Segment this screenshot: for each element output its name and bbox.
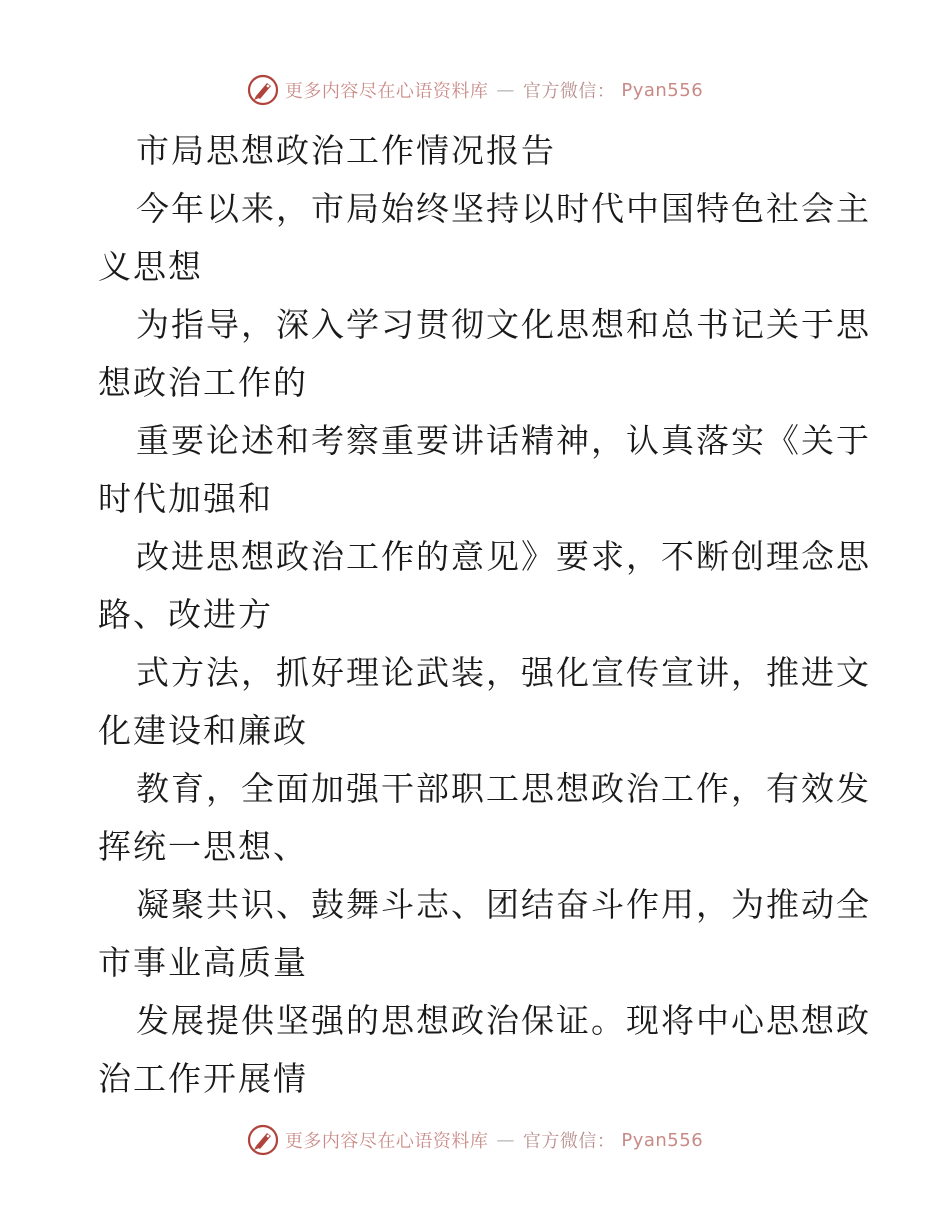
paragraph-line: 重要论述和考察重要讲话精神，认真落实《关于 <box>136 421 871 460</box>
pen-nib-logo-icon <box>247 74 279 106</box>
watermark-text: 更多内容尽在心语资料库 <box>284 81 489 102</box>
watermark-separator: — <box>496 1129 515 1151</box>
header-watermark <box>0 70 950 110</box>
paragraph-line: 想政治工作的 <box>98 363 308 402</box>
watermark-text: 更多内容尽在心语资料库 <box>284 1131 489 1152</box>
paragraph-line: 市事业高质量 <box>98 943 308 982</box>
paragraph-line: 义思想 <box>98 247 203 286</box>
paragraph-line: 化建设和廉政 <box>98 711 308 750</box>
paragraph-line: 路、改进方 <box>98 595 273 634</box>
watermark-wechat-label: 官方微信： <box>522 1131 616 1152</box>
watermark-separator: — <box>496 79 515 101</box>
footer-watermark <box>0 1120 950 1160</box>
paragraph-line: 改进思想政治工作的意见》要求，不断创理念思 <box>136 537 871 576</box>
paragraph-line: 凝聚共识、鼓舞斗志、团结奋斗作用，为推动全 <box>136 885 871 924</box>
paragraph-line: 今年以来，市局始终坚持以时代中国特色社会主 <box>136 189 871 228</box>
paragraph-line: 时代加强和 <box>98 479 273 518</box>
watermark-wechat-id: Pyan556 <box>621 1129 704 1151</box>
paragraph-line: 发展提供坚强的思想政治保证。现将中心思想政 <box>136 1001 871 1040</box>
paragraph-line: 挥统一思想、 <box>98 827 308 866</box>
paragraph-line: 为指导，深入学习贯彻文化思想和总书记关于思 <box>136 305 871 344</box>
paragraph-line: 治工作开展情 <box>98 1059 308 1098</box>
paragraph-line: 式方法，抓好理论武装，强化宣传宣讲，推进文 <box>136 653 871 692</box>
pen-nib-logo-icon <box>247 1124 279 1156</box>
watermark-wechat-id: Pyan556 <box>621 79 704 101</box>
document-body <box>98 122 871 1108</box>
paragraph-line: 教育，全面加强干部职工思想政治工作，有效发 <box>136 769 871 808</box>
document-title: 市局思想政治工作情况报告 <box>136 131 556 170</box>
watermark-wechat-label: 官方微信： <box>522 81 616 102</box>
